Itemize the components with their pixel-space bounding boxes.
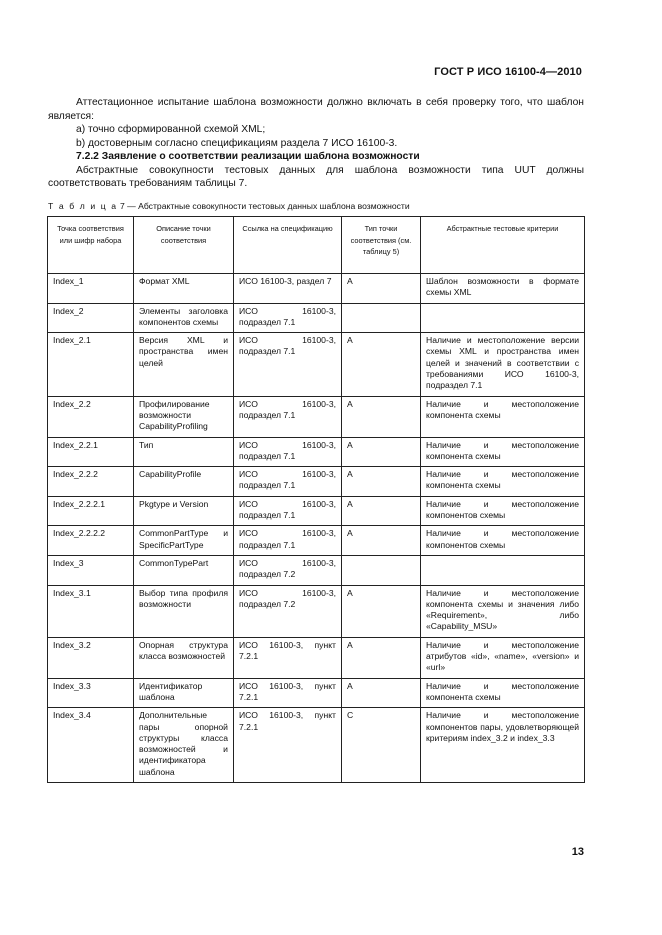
cell-type: A [342, 437, 421, 467]
cell-type [342, 303, 421, 333]
table-row [48, 637, 585, 678]
column-header-reference: Ссылка на спецификацию [234, 217, 342, 274]
cell-criteria: Наличие и местоположение компонентов схемы [421, 496, 585, 526]
cell-reference: ИСО 16100-3, пункт 7.2.1 [234, 678, 342, 708]
cell-reference: ИСО 16100-3, пункт 7.2.1 [234, 637, 342, 678]
table-header-row [48, 217, 585, 274]
paragraph-intro: Аттестационное испытание шаблона возможности должно включать в себя проверку того, что шаблон является: [48, 97, 584, 122]
cell-code: Index_2.2 [48, 396, 134, 437]
cell-code: Index_2.2.2.2 [48, 526, 134, 556]
cell-code: Index_3.4 [48, 708, 134, 783]
body-text [48, 96, 584, 191]
cell-criteria [421, 303, 585, 333]
cell-type: A [342, 678, 421, 708]
cell-code: Index_2.2.2 [48, 467, 134, 497]
cell-code: Index_3.1 [48, 585, 134, 637]
cell-reference: ИСО 16100-3, раздел 7 [234, 274, 342, 304]
column-header-description: Описание точки соответствия [134, 217, 234, 274]
table-row [48, 333, 585, 396]
cell-code: Index_3.3 [48, 678, 134, 708]
column-header-criteria: Абстрактные тестовые критерии [421, 217, 585, 274]
cell-description: Элементы заголовка компонентов схемы [134, 303, 234, 333]
cell-description: Идентификатор шаблона [134, 678, 234, 708]
cell-description: Тип [134, 437, 234, 467]
cell-reference: ИСО 16100-3, подраздел 7.1 [234, 437, 342, 467]
cell-type: A [342, 637, 421, 678]
table-row [48, 274, 585, 304]
cell-criteria: Наличие и местоположение компонентов схемы [421, 526, 585, 556]
cell-criteria: Наличие и местоположение компонента схемы [421, 396, 585, 437]
table-row [48, 437, 585, 467]
cell-description: CapabilityProfile [134, 467, 234, 497]
column-header-type: Тип точки соответствия (см. таблицу 5) [342, 217, 421, 274]
cell-criteria: Наличие и местоположение компонента схемы [421, 437, 585, 467]
table-row [48, 678, 585, 708]
cell-criteria: Наличие и местоположение компонента схемы [421, 467, 585, 497]
cell-criteria: Наличие и местоположение версии схемы XML и пространства имен целей и значений в соответствии с требованиями ИСО 16100-3, подраздел 7.1 [421, 333, 585, 396]
table-row [48, 708, 585, 783]
cell-reference: ИСО 16100-3, подраздел 7.1 [234, 496, 342, 526]
table-row [48, 303, 585, 333]
cell-criteria: Наличие и местоположение компонента схемы [421, 678, 585, 708]
cell-reference: ИСО 16100-3, пункт 7.2.1 [234, 708, 342, 783]
table-row [48, 585, 585, 637]
cell-description: Формат XML [134, 274, 234, 304]
column-header-conformance-point: Точка соответствия или шифр набора [48, 217, 134, 274]
table-row [48, 526, 585, 556]
cell-type: C [342, 708, 421, 783]
cell-description: CommonPartType и SpecificPartType [134, 526, 234, 556]
list-item-b: b) достоверным согласно спецификациям раздела 7 ИСО 16100-3. [76, 137, 398, 149]
cell-type: A [342, 274, 421, 304]
cell-code: Index_2.2.2.1 [48, 496, 134, 526]
cell-reference: ИСО 16100-3, подраздел 7.1 [234, 333, 342, 396]
table-row [48, 467, 585, 497]
cell-description: CommonTypePart [134, 555, 234, 585]
table-row [48, 396, 585, 437]
cell-description: Pkgtype и Version [134, 496, 234, 526]
cell-type: A [342, 467, 421, 497]
cell-type [342, 555, 421, 585]
cell-code: Index_2.1 [48, 333, 134, 396]
cell-criteria: Наличие и местоположение атрибутов «id», «name», «version» и «url» [421, 637, 585, 678]
page-number: 13 [571, 846, 584, 858]
cell-description: Опорная структура класса возможностей [134, 637, 234, 678]
document-header: ГОСТ Р ИСО 16100-4—2010 [434, 66, 582, 78]
cell-code: Index_3.2 [48, 637, 134, 678]
cell-type: A [342, 585, 421, 637]
cell-description: Профилирование возможности CapabilityProfiling [134, 396, 234, 437]
cell-criteria: Шаблон возможности в формате схемы XML [421, 274, 585, 304]
cell-type: A [342, 333, 421, 396]
cell-code: Index_2 [48, 303, 134, 333]
cell-type: A [342, 496, 421, 526]
cell-description: Версия XML и пространства имен целей [134, 333, 234, 396]
cell-type: A [342, 396, 421, 437]
paragraph-requirement: Абстрактные совокупности тестовых данных для шаблона возможности типа UUT должны соответствовать требованиям таблицы 7. [48, 164, 584, 189]
table-caption-title: 7 — Абстрактные совокупности тестовых данных шаблона возможности [117, 201, 410, 211]
cell-description: Выбор типа профиля возможности [134, 585, 234, 637]
table-row [48, 555, 585, 585]
conformance-table [47, 216, 585, 783]
cell-code: Index_1 [48, 274, 134, 304]
table-row [48, 496, 585, 526]
cell-description: Дополнительные пары опорной структуры класса возможностей и идентификатора шаблона [134, 708, 234, 783]
cell-type: A [342, 526, 421, 556]
cell-reference: ИСО 16100-3, подраздел 7.2 [234, 585, 342, 637]
section-heading: 7.2.2 Заявление о соответствии реализации шаблона возможности [76, 151, 420, 162]
cell-reference: ИСО 16100-3, подраздел 7.1 [234, 396, 342, 437]
cell-criteria: Наличие и местоположение компонента схемы и значения либо «Requirement», либо «Capability_MSU» [421, 585, 585, 637]
table-caption-prefix: Т а б л и ц а [48, 201, 118, 211]
cell-criteria: Наличие и местоположение компонентов пары, удовлетворяющей критериям index_3.2 и index_3.3 [421, 708, 585, 783]
cell-code: Index_2.2.1 [48, 437, 134, 467]
cell-reference: ИСО 16100-3, подраздел 7.1 [234, 467, 342, 497]
cell-criteria [421, 555, 585, 585]
table-caption [48, 201, 410, 211]
cell-reference: ИСО 16100-3, подраздел 7.1 [234, 303, 342, 333]
cell-reference: ИСО 16100-3, подраздел 7.1 [234, 526, 342, 556]
cell-reference: ИСО 16100-3, подраздел 7.2 [234, 555, 342, 585]
cell-code: Index_3 [48, 555, 134, 585]
list-item-a: а) точно сформированной схемой XML; [76, 124, 266, 135]
